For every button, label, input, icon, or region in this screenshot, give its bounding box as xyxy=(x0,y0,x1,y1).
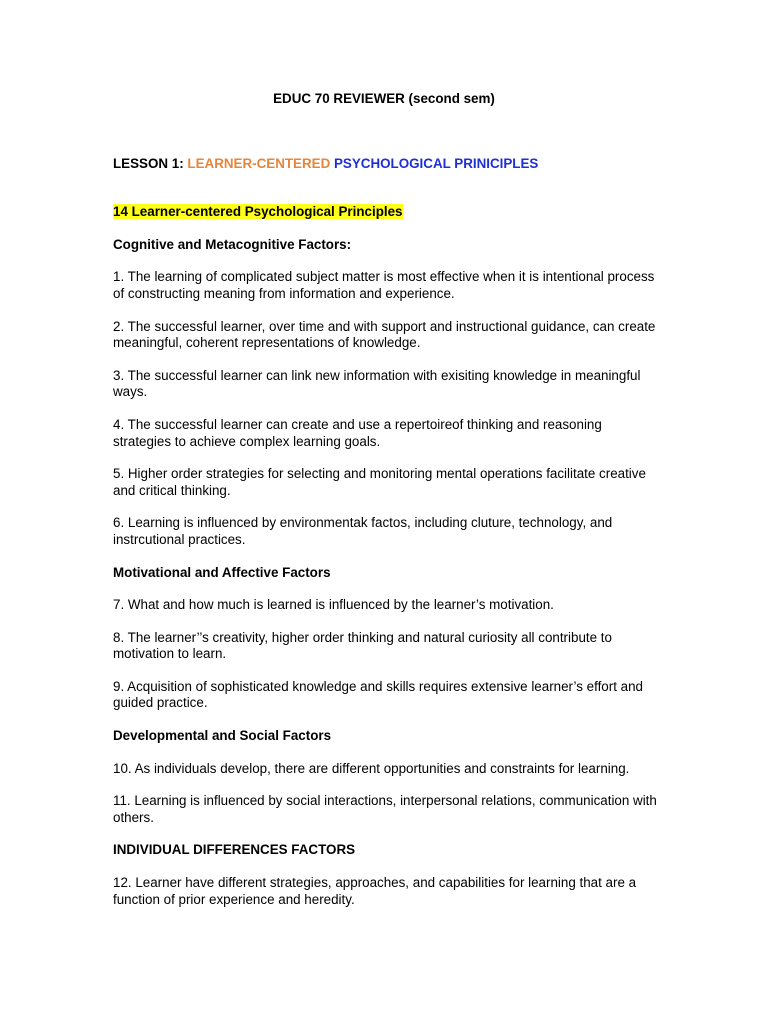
section-heading-cognitive: Cognitive and Metacognitive Factors: xyxy=(113,236,352,252)
principle-item: 2. The successful learner, over time and with support and instructional guidance, can create meaningful, coherent representations of knowledge. xyxy=(113,318,656,351)
document-title: EDUC 70 REVIEWER (second sem) xyxy=(273,91,495,106)
document-page xyxy=(113,91,658,908)
highlighted-title-text: 14 Learner-centered Psychological Principles xyxy=(113,204,403,220)
principle-item: 3. The successful learner can link new information with exisiting knowledge in meaningful ways. xyxy=(113,367,641,400)
principle-item: 6. Learning is influenced by environmentak factos, including cluture, technology, and instrcutional practices. xyxy=(113,515,613,547)
section-heading-developmental: Developmental and Social Factors xyxy=(113,728,332,744)
principle-item: 12. Learner have different strategies, approaches, and capabilities for learning that are a function of prior experience and heredity. xyxy=(113,875,637,907)
principle-item: 5. Higher order strategies for selecting and monitoring mental operations facilitate creative and critical thinking. xyxy=(113,466,646,498)
highlighted-title xyxy=(113,204,658,221)
lesson-heading xyxy=(113,156,658,173)
section-heading-motivational: Motivational and Affective Factors xyxy=(113,564,331,580)
principle-item: 10. As individuals develop, there are different opportunities and constraints for learning. xyxy=(113,760,630,776)
lesson-part-orange: LEARNER-CENTERED xyxy=(187,155,331,171)
principle-item: 9. Acquisition of sophisticated knowledge and skills requires extensive learner’s effort and guided practice. xyxy=(113,678,643,711)
principle-item: 11. Learning is influenced by social interactions, interpersonal relations, communication with others. xyxy=(113,793,657,825)
principle-item: 7. What and how much is learned is influenced by the learner’s motivation. xyxy=(113,597,554,613)
lesson-prefix: LESSON 1: xyxy=(113,155,188,171)
principle-item: 4. The successful learner can create and use a repertoireof thinking and reasoning strategies to achieve complex learning goals. xyxy=(113,416,602,449)
principle-item: 8. The learner’’s creativity, higher order thinking and natural curiosity all contribute to motivation to learn. xyxy=(113,629,612,662)
lesson-part-blue: PSYCHOLOGICAL PRINICIPLES xyxy=(330,155,539,171)
principle-item: 1. The learning of complicated subject matter is most effective when it is intentional process of constructing meaning from information and experience. xyxy=(113,269,655,301)
section-heading-individual: INDIVIDUAL DIFFERENCES FACTORS xyxy=(113,842,356,858)
